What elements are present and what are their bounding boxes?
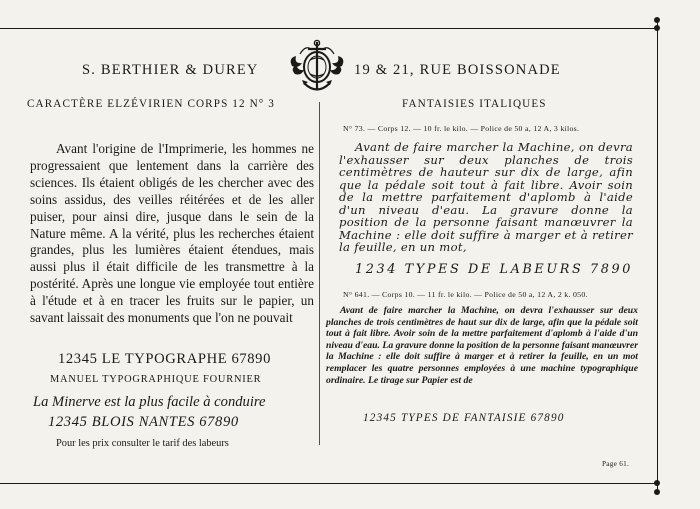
blois-nantes-line: 12345 BLOIS NANTES 67890 <box>48 414 239 430</box>
spec-line-641: N° 641. — Corps 10. — 11 fr. le kilo. — Police de 50 a, 12 A, 2 k. 050. <box>343 290 588 299</box>
corner-dot-top-inner <box>654 25 660 31</box>
header-company-name: S. BERTHIER & DUREY <box>82 62 259 78</box>
spec-line-73: N° 73. — Corps 12. — 10 fr. le kilo. — Police de 50 a, 12 A, 3 kilos. <box>343 124 580 133</box>
manuel-typographique-line: MANUEL TYPOGRAPHIQUE FOURNIER <box>50 374 262 385</box>
corner-dot-bottom-inner <box>654 480 660 486</box>
left-column-title: CARACTÈRE ELZÉVIRIEN CORPS 12 N° 3 <box>27 98 275 110</box>
header-address: 19 & 21, RUE BOISSONADE <box>354 62 561 78</box>
types-de-fantaisie-line: 12345 TYPES DE FANTAISIE 67890 <box>363 412 565 424</box>
frame-bottom-rule <box>0 483 658 484</box>
corner-dot-bottom <box>654 489 660 495</box>
elzevirien-sample-text <box>30 141 314 327</box>
frame-top-rule <box>0 28 658 29</box>
elzevirien-paragraph: Avant l'origine de l'Imprimerie, les hommes ne progressaient que lentement dans la carrière des sciences. Ils étaient obligés de les chercher avec des soins assidus, des veilles réitérées et de les aller puiser, pour ainsi dire, jusque dans le sein de la Nature même. A la vérité, plus les recherches étaient grandes, plus les lumières étaient étendues, mais aussi plus il était difficile de les transmettre à la postérité. Après une longue vie employée tout entière à l'étude et à en tracer les fruits sur le papier, un savant laissait des monuments que l'on ne pouvait <box>30 141 314 326</box>
italic-sample-corps10 <box>326 305 638 386</box>
le-typographe-line: 12345 LE TYPOGRAPHE 67890 <box>58 351 271 367</box>
italic-sample-corps12 <box>339 141 633 254</box>
anchor-monogram-icon <box>286 38 348 96</box>
minerve-line: La Minerve est la plus facile à conduire <box>33 394 266 410</box>
italic-paragraph-2: Avant de faire marcher la Machine, on devra l'exhausser sur deux planches de trois centimètres de haut sur dix de large, afin que la pédale soit tout à fait libre. Avoir soin de la mettre parfaitement d'aplomb à l'aide d'un niveau d'eau. La gravure donne la position de la personne faisant manœuvrer la Machine : elle doit suffire à marger et à retirer la feuille, en un mot remplacer les quatre personnes employées à une machine typographique ordinaire. Le tirage sur Papier est de <box>326 305 638 386</box>
column-divider <box>319 102 320 445</box>
frame-right-rule <box>657 20 658 492</box>
types-de-labeurs-line: 1234 TYPES DE LABEURS 7890 <box>355 262 633 277</box>
right-column-title: FANTAISIES ITALIQUES <box>402 98 547 110</box>
price-note: Pour les prix consulter le tarif des labeurs <box>56 438 229 449</box>
italic-paragraph-1: Avant de faire marcher la Machine, on devra l'exhausser sur deux planches de trois centimètres de hauteur sur dix de large, afin que la pédale soit tout à fait libre. Avoir soin de la mettre parfaitement d'aplomb à l'aide d'un niveau d'eau. La gravure donne la position de la personne faisant manœuvrer la Machine : elle doit suffire à marger et à retirer la feuille, en un mot, <box>339 140 633 254</box>
corner-dot-top <box>654 17 660 23</box>
page-number: Page 61. <box>602 460 630 468</box>
